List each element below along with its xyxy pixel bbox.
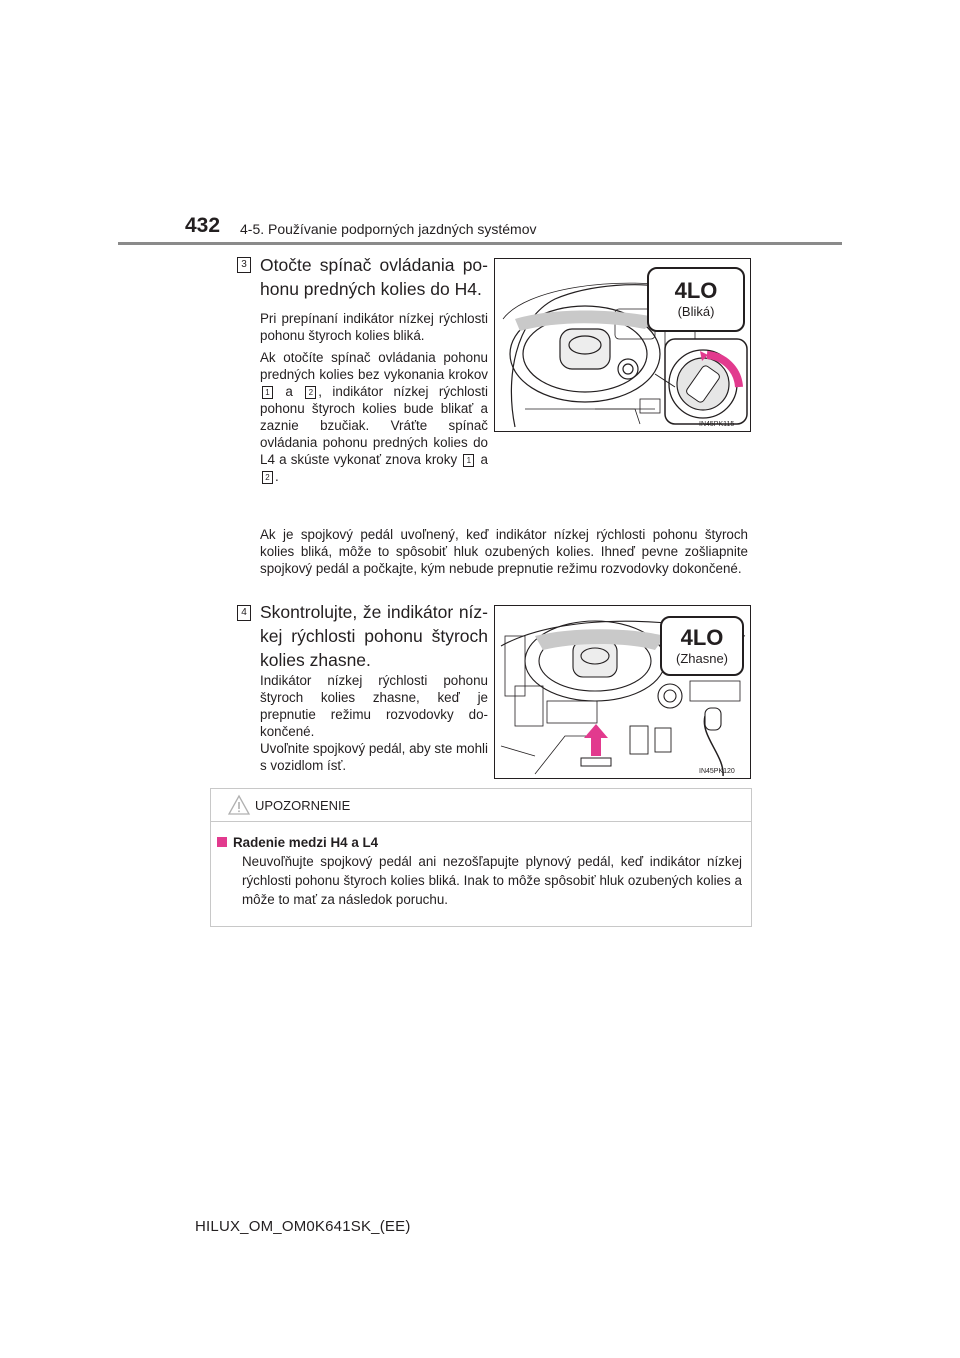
step-number-3: 3: [237, 257, 251, 273]
bullet-square-icon: [217, 837, 227, 847]
step4-body: [260, 672, 488, 774]
warning-subtitle-text: Radenie medzi H4 a L4: [233, 835, 379, 850]
illustration-cockpit: [494, 605, 751, 779]
step3-para2: [260, 349, 488, 485]
step3-para2-e: .: [275, 469, 279, 484]
section-title: 4-5. Používanie podporných jazdných systémov: [240, 221, 537, 237]
header-divider: [118, 242, 842, 245]
step3-note: Ak je spojkový pedál uvoľnený, keď indikátor nízkej rýchlosti pohonu štyroch kolies bliká, môže to spôsobiť hluk ozubených kolies. Ihneď pevne zošliapnite spojkový pedál a počkajte, kým nebude prepnutie režimu rozvodovky dokončené.: [260, 527, 748, 576]
step-ref-1: 1: [262, 386, 273, 399]
callout-indicator-status: (Bliká): [677, 304, 715, 319]
image-code: IN45PK120: [699, 768, 735, 775]
callout-indicator-status: (Zhasne): [675, 651, 729, 666]
step4-heading: Skontrolujte, že indikátor nízkej rýchlosti pohonu štyroch kolies zhasne.: [260, 602, 488, 670]
callout-indicator-text: 4LO: [674, 278, 718, 303]
image-code: IN45PK115: [699, 421, 735, 428]
step-ref-2: 2: [262, 471, 273, 484]
callout-indicator-text: 4LO: [680, 625, 724, 650]
step3-para2-a: Ak otočíte spínač ovládania pohonu predných kolies bez vykonania krokov: [260, 350, 488, 382]
warning-title: UPOZORNENIE: [255, 798, 351, 813]
warning-body: Neuvoľňujte spojkový pedál ani nezošľapujte plynový pedál, keď indikátor nízkej rýchlosti pohonu štyroch kolies bliká. Inak to môže spôsobiť hluk ozubených kolies a môže to mať za následok poruchu.: [242, 854, 742, 907]
indicator-callout: [660, 616, 744, 676]
step-number-4: 4: [237, 605, 251, 621]
indicator-callout: [647, 267, 745, 332]
warning-subtitle: [217, 835, 378, 850]
step3-para1: Pri prepínaní indikátor nízkej rýchlosti pohonu štyroch kolies bliká.: [260, 311, 488, 343]
page-number: 432: [185, 214, 221, 237]
step3-para2-c: , indikátor nízkej rýchlosti pohonu štyroch kolies bude blikať a zaznie bzučiak. Vráťte spínač ovládania pohonu predných kolies do L4 a skúste vykonať znova kroky: [260, 384, 488, 467]
warning-header: [211, 789, 751, 822]
warning-box: [210, 788, 752, 927]
step3-heading: Otočte spínač ovládania pohonu predných kolies do H4.: [260, 255, 488, 299]
illustration-4wd-dial: [494, 258, 751, 432]
step4-para2: Uvoľnite spojkový pedál, aby ste mohli s vozidlom ísť.: [260, 741, 488, 773]
step3-para2-d: a: [480, 452, 488, 467]
step3-body: [260, 310, 488, 490]
warning-triangle-icon: [227, 794, 251, 816]
step-ref-2: 2: [305, 386, 316, 399]
footer-manual-code: HILUX_OM_OM0K641SK_(EE): [195, 1218, 411, 1235]
step4-para1: Indikátor nízkej rýchlosti pohonu štyroch kolies zhasne, keď je prepnutie režimu rozvodovky dokončené.: [260, 673, 488, 739]
step3-para2-b: a: [285, 384, 293, 399]
step-ref-1: 1: [463, 454, 474, 467]
